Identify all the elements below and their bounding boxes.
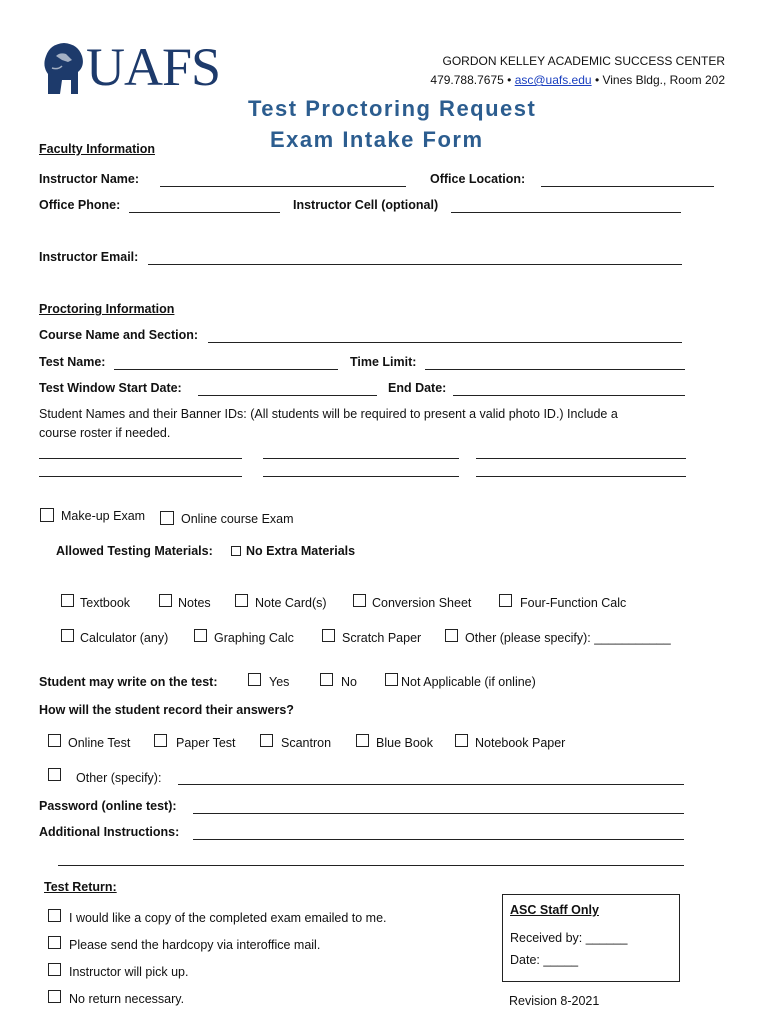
- write-na-checkbox[interactable]: [385, 673, 398, 686]
- write-on-test-label: Student may write on the test:: [39, 675, 218, 689]
- write-no-checkbox[interactable]: [320, 673, 333, 686]
- return-interoffice-checkbox[interactable]: [48, 936, 61, 949]
- paper-test-label: Paper Test: [176, 736, 236, 750]
- paper-test-checkbox[interactable]: [154, 734, 167, 747]
- instructor-cell-field[interactable]: [451, 212, 681, 213]
- notes-checkbox[interactable]: [159, 594, 172, 607]
- password-field[interactable]: [193, 813, 684, 814]
- other-record-label: Other (specify):: [76, 771, 162, 785]
- write-na-label: Not Applicable (if online): [401, 675, 536, 689]
- online-test-checkbox[interactable]: [48, 734, 61, 747]
- window-start-field[interactable]: [198, 395, 377, 396]
- time-limit-label: Time Limit:: [350, 355, 417, 369]
- textbook-label: Textbook: [80, 596, 131, 610]
- center-phone: 479.788.7675 •: [430, 73, 512, 87]
- student-name-field[interactable]: [476, 476, 686, 477]
- no-extra-materials-checkbox[interactable]: [231, 546, 241, 556]
- return-none-checkbox[interactable]: [48, 990, 61, 1003]
- instructor-name-label: Instructor Name:: [39, 172, 140, 186]
- scantron-checkbox[interactable]: [260, 734, 273, 747]
- form-subtitle: Exam Intake Form: [270, 127, 484, 152]
- online-exam-checkbox[interactable]: [160, 511, 174, 525]
- additional-instructions-field-2[interactable]: [58, 865, 684, 866]
- scantron-label: Scantron: [281, 736, 332, 750]
- instructor-email-field[interactable]: [148, 264, 682, 265]
- proctoring-heading: Proctoring Information: [39, 302, 175, 316]
- scratch-paper-label: Scratch Paper: [342, 631, 422, 645]
- staff-date: Date: _____: [510, 953, 579, 967]
- staff-heading: ASC Staff Only: [510, 903, 599, 917]
- test-name-label: Test Name:: [39, 355, 106, 369]
- other-record-field[interactable]: [178, 784, 684, 785]
- other-material-checkbox[interactable]: [445, 629, 458, 642]
- test-return-heading: Test Return:: [44, 880, 117, 894]
- write-yes-label: Yes: [269, 675, 290, 689]
- student-name-field[interactable]: [476, 458, 686, 459]
- graphing-calc-label: Graphing Calc: [214, 631, 294, 645]
- calculator-any-checkbox[interactable]: [61, 629, 74, 642]
- makeup-exam-label: Make-up Exam: [61, 509, 146, 523]
- no-extra-materials-label: No Extra Materials: [246, 544, 356, 558]
- lion-icon: [38, 40, 88, 96]
- instructor-email-label: Instructor Email:: [39, 250, 139, 264]
- time-limit-field[interactable]: [425, 369, 685, 370]
- note-cards-checkbox[interactable]: [235, 594, 248, 607]
- students-instructions-line2: course roster if needed.: [39, 426, 171, 440]
- student-name-field[interactable]: [39, 458, 242, 459]
- makeup-exam-checkbox[interactable]: [40, 508, 54, 522]
- online-exam-label: Online course Exam: [181, 512, 294, 526]
- end-date-label: End Date:: [388, 381, 447, 395]
- calculator-any-label: Calculator (any): [80, 631, 169, 645]
- return-pickup-checkbox[interactable]: [48, 963, 61, 976]
- additional-instructions-label: Additional Instructions:: [39, 825, 180, 839]
- student-name-field[interactable]: [39, 476, 242, 477]
- staff-received: Received by: ______: [510, 931, 628, 945]
- four-function-calc-checkbox[interactable]: [499, 594, 512, 607]
- students-instructions-line1: Student Names and their Banner IDs: (All students will be required to present a valid photo ID.) Include a: [39, 407, 618, 421]
- record-answers-question: How will the student record their answers?: [39, 703, 294, 717]
- window-start-label: Test Window Start Date:: [39, 381, 182, 395]
- return-email-checkbox[interactable]: [48, 909, 61, 922]
- write-no-label: No: [341, 675, 357, 689]
- four-function-calc-label: Four-Function Calc: [520, 596, 627, 610]
- blue-book-label: Blue Book: [376, 736, 433, 750]
- password-label: Password (online test):: [39, 799, 177, 813]
- return-pickup-label: Instructor will pick up.: [69, 965, 189, 979]
- center-name: GORDON KELLEY ACADEMIC SUCCESS CENTER: [442, 54, 725, 68]
- textbook-checkbox[interactable]: [61, 594, 74, 607]
- test-name-field[interactable]: [114, 369, 338, 370]
- office-location-field[interactable]: [541, 186, 714, 187]
- return-none-label: No return necessary.: [69, 992, 185, 1006]
- write-yes-checkbox[interactable]: [248, 673, 261, 686]
- conversion-sheet-label: Conversion Sheet: [372, 596, 472, 610]
- center-location: • Vines Bldg., Room 202: [594, 73, 725, 87]
- end-date-field[interactable]: [453, 395, 685, 396]
- additional-instructions-field[interactable]: [193, 839, 684, 840]
- other-material-label: Other (please specify): ___________: [465, 631, 671, 645]
- instructor-cell-label: Instructor Cell (optional): [293, 198, 439, 212]
- blue-book-checkbox[interactable]: [356, 734, 369, 747]
- contact-line: [430, 73, 725, 87]
- instructor-name-field[interactable]: [160, 186, 406, 187]
- revision-label: Revision 8-2021: [509, 994, 600, 1008]
- graphing-calc-checkbox[interactable]: [194, 629, 207, 642]
- office-phone-field[interactable]: [129, 212, 280, 213]
- course-label: Course Name and Section:: [39, 328, 199, 342]
- online-test-label: Online Test: [68, 736, 131, 750]
- allowed-materials-label: Allowed Testing Materials:: [56, 544, 213, 558]
- notebook-paper-label: Notebook Paper: [475, 736, 566, 750]
- center-email-link[interactable]: asc@uafs.edu: [514, 73, 592, 87]
- return-interoffice-label: Please send the hardcopy via interoffice mail.: [69, 938, 321, 952]
- notebook-paper-checkbox[interactable]: [455, 734, 468, 747]
- logo-text: UAFS: [86, 37, 221, 97]
- note-cards-label: Note Card(s): [255, 596, 327, 610]
- student-name-field[interactable]: [263, 476, 459, 477]
- course-field[interactable]: [208, 342, 682, 343]
- office-phone-label: Office Phone:: [39, 198, 121, 212]
- form-title: Test Proctoring Request: [248, 96, 537, 121]
- conversion-sheet-checkbox[interactable]: [353, 594, 366, 607]
- other-record-checkbox[interactable]: [48, 768, 61, 781]
- office-location-label: Office Location:: [430, 172, 526, 186]
- return-email-label: I would like a copy of the completed exam emailed to me.: [69, 911, 387, 925]
- notes-label: Notes: [178, 596, 211, 610]
- student-name-field[interactable]: [263, 458, 459, 459]
- faculty-heading: Faculty Information: [39, 142, 155, 156]
- scratch-paper-checkbox[interactable]: [322, 629, 335, 642]
